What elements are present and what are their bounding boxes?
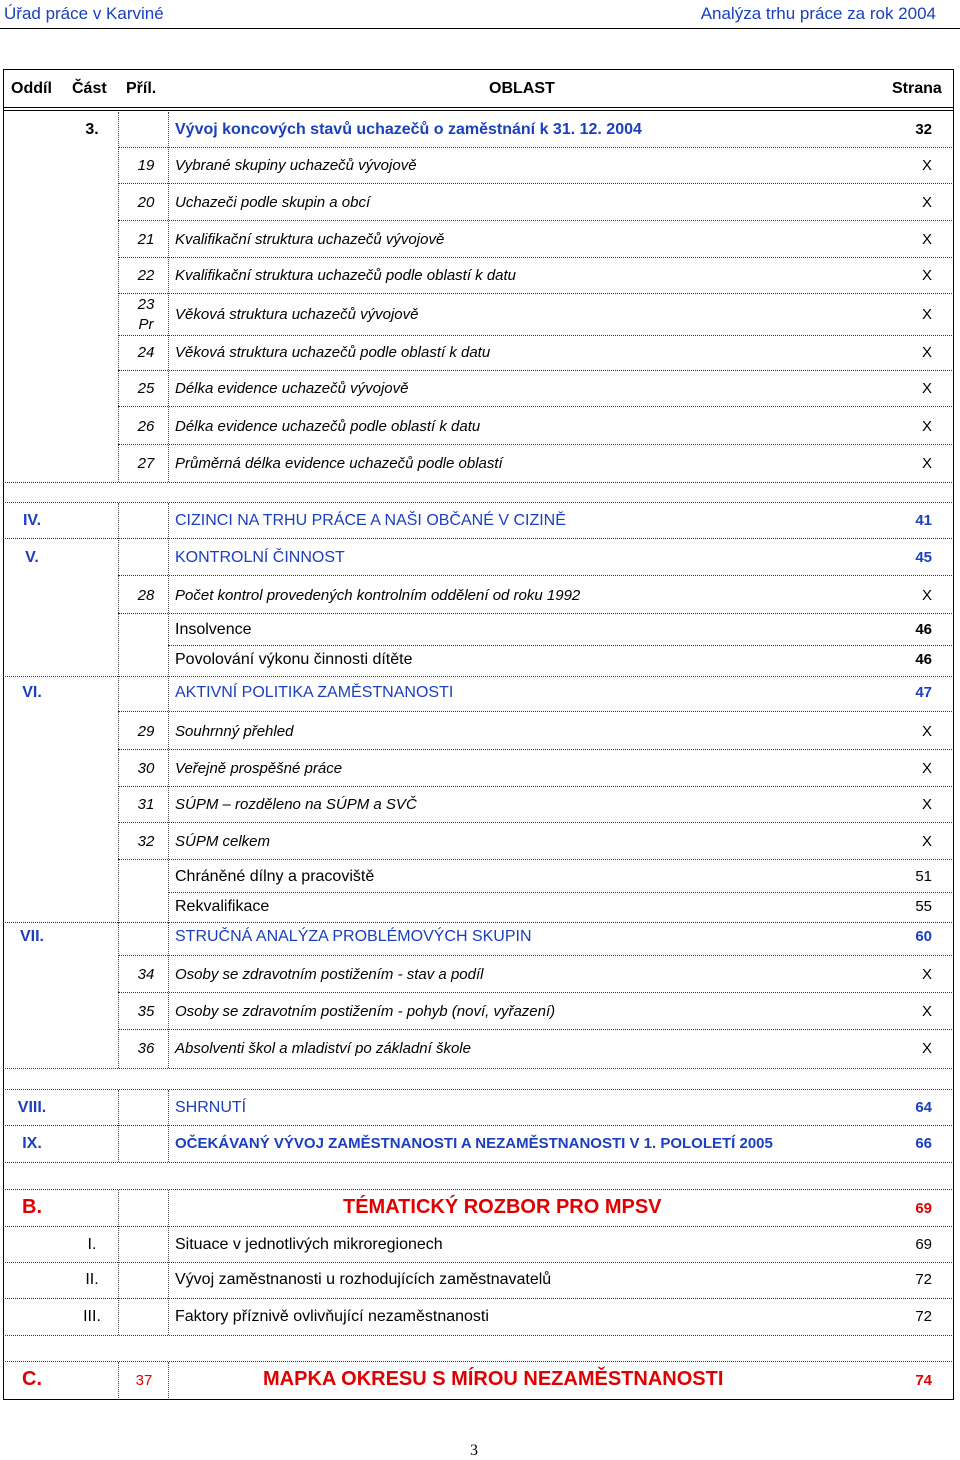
section-title: STRUČNÁ ANALÝZA PROBLÉMOVÝCH SKUPIN xyxy=(175,928,532,945)
toc-title: Situace v jednotlivých mikroregionech xyxy=(175,1236,443,1253)
toc-page: X xyxy=(921,194,932,211)
toc-title: Počet kontrol provedených kontrolním oddělení od roku 1992 xyxy=(175,587,581,604)
toc-page: X xyxy=(921,231,932,248)
toc-title: Délka evidence uchazečů podle oblastí k datu xyxy=(175,418,481,435)
page-number: 3 xyxy=(470,1442,478,1459)
section-title: CIZINCI NA TRHU PRÁCE A NAŠI OBČANÉ V CIZINĚ xyxy=(175,512,566,529)
toc-page: X xyxy=(921,157,932,174)
pril-number: 20 xyxy=(137,194,155,211)
section-number: VI. xyxy=(22,684,42,701)
pril-number: 24 xyxy=(137,344,155,361)
row-separator xyxy=(118,822,954,823)
toc-page: 46 xyxy=(915,621,932,638)
toc-page: 69 xyxy=(915,1200,932,1217)
pril-number: 21 xyxy=(137,231,155,248)
toc-page: 66 xyxy=(915,1135,932,1152)
row-separator xyxy=(3,1089,954,1090)
row-separator xyxy=(118,335,954,336)
col-guide xyxy=(118,1090,119,1162)
row-separator xyxy=(3,922,954,923)
pril-number: 29 xyxy=(137,723,155,740)
toc-title: Vybrané skupiny uchazečů vývojově xyxy=(175,157,417,174)
section-title: OČEKÁVANÝ VÝVOJ ZAMĚSTNANOSTI A NEZAMĚSTNANOSTI V 1. POLOLETÍ 2005 xyxy=(175,1135,773,1152)
part-title: MAPKA OKRESU S MÍROU NEZAMĚSTNANOSTI xyxy=(263,1368,724,1390)
cast-number: III. xyxy=(83,1308,101,1325)
toc-page: X xyxy=(921,760,932,777)
pril-number: 26 xyxy=(137,418,155,435)
toc-title: Chráněné dílny a pracoviště xyxy=(175,868,375,885)
col-strana: Strana xyxy=(892,80,942,97)
toc-page: 55 xyxy=(915,898,932,915)
toc-page: 60 xyxy=(915,928,932,945)
col-guide xyxy=(168,503,169,923)
col-guide xyxy=(168,923,169,1068)
toc-page: 64 xyxy=(915,1099,932,1116)
row-separator xyxy=(118,711,954,712)
pril-number: 32 xyxy=(137,833,155,850)
cast-number: I. xyxy=(87,1236,97,1253)
pril-number: 28 xyxy=(137,587,155,604)
toc-title: Průměrná délka evidence uchazečů podle oblastí xyxy=(175,455,503,472)
row-separator xyxy=(3,676,954,677)
toc-title: Insolvence xyxy=(175,621,252,638)
section-number: VIII. xyxy=(17,1099,47,1116)
header-rule xyxy=(0,28,960,29)
part-letter: B. xyxy=(22,1196,42,1218)
toc-page: X xyxy=(921,344,932,361)
pril-suffix: Pr xyxy=(138,316,154,333)
pril-number: 36 xyxy=(137,1040,155,1057)
pril-number: 30 xyxy=(137,760,155,777)
toc-title: SÚPM celkem xyxy=(175,833,271,850)
toc-page: 47 xyxy=(915,684,932,701)
row-separator xyxy=(118,406,954,407)
section-title: KONTROLNÍ ČINNOST xyxy=(175,549,345,566)
row-separator xyxy=(3,1262,954,1263)
toc-page: X xyxy=(921,966,932,983)
toc-title: Délka evidence uchazečů vývojově xyxy=(175,380,409,397)
toc-page: X xyxy=(921,380,932,397)
row-separator xyxy=(118,786,954,787)
toc-page: 51 xyxy=(915,868,932,885)
toc-title: Povolování výkonu činnosti dítěte xyxy=(175,651,413,668)
col-oddil: Oddíl xyxy=(11,80,52,97)
row-separator xyxy=(118,293,954,294)
toc-title: Uchazeči podle skupin a obcí xyxy=(175,194,371,211)
col-guide xyxy=(168,1362,169,1398)
toc-page: 72 xyxy=(915,1308,932,1325)
col-oblast: OBLAST xyxy=(489,80,555,97)
pril-number: 22 xyxy=(137,267,155,284)
section-number: V. xyxy=(25,549,39,566)
header-row-rule-double xyxy=(3,110,954,111)
col-guide xyxy=(118,503,119,923)
row-separator xyxy=(118,955,954,956)
toc-page: X xyxy=(921,1003,932,1020)
part-letter: C. xyxy=(22,1368,42,1390)
row-separator xyxy=(118,992,954,993)
row-separator xyxy=(118,749,954,750)
toc-page: X xyxy=(921,455,932,472)
toc-page: X xyxy=(921,796,932,813)
toc-title: Faktory příznivě ovlivňující nezaměstnanosti xyxy=(175,1308,489,1325)
row-separator xyxy=(168,645,954,646)
row-separator xyxy=(118,444,954,445)
toc-page: 69 xyxy=(915,1236,932,1253)
row-separator xyxy=(3,1189,954,1190)
toc-title: Vývoj zaměstnanosti u rozhodujících zaměstnavatelů xyxy=(175,1271,552,1288)
row-separator xyxy=(3,1226,954,1227)
toc-page: X xyxy=(921,1040,932,1057)
row-separator xyxy=(3,1298,954,1299)
row-separator xyxy=(118,147,954,148)
row-separator xyxy=(3,1361,954,1362)
toc-page: X xyxy=(921,723,932,740)
section-number: IV. xyxy=(22,512,42,529)
pril-number: 19 xyxy=(137,157,155,174)
part-title: TÉMATICKÝ ROZBOR PRO MPSV xyxy=(343,1196,662,1218)
row-separator xyxy=(3,502,954,503)
col-guide xyxy=(118,923,119,1068)
toc-page: 46 xyxy=(915,651,932,668)
col-guide xyxy=(168,112,169,482)
col-guide xyxy=(168,1090,169,1162)
row-separator xyxy=(3,1162,954,1163)
toc-title: Věková struktura uchazečů podle oblastí k datu xyxy=(175,344,491,361)
col-guide xyxy=(118,1362,119,1398)
col-cast: Část xyxy=(72,80,107,97)
toc-title: Kvalifikační struktura uchazečů vývojově xyxy=(175,231,445,248)
toc-page: 41 xyxy=(915,512,932,529)
cast-number: 3. xyxy=(85,121,99,138)
toc-page: 45 xyxy=(915,549,932,566)
row-separator xyxy=(118,1029,954,1030)
row-separator xyxy=(3,538,954,539)
row-separator xyxy=(118,183,954,184)
toc-title: Rekvalifikace xyxy=(175,898,270,915)
row-separator xyxy=(118,370,954,371)
row-separator xyxy=(3,1125,954,1126)
row-separator xyxy=(118,613,954,614)
toc-page: 32 xyxy=(915,121,932,138)
toc-page: 74 xyxy=(915,1372,932,1389)
toc-page: X xyxy=(921,833,932,850)
toc-title: SÚPM – rozděleno na SÚPM a SVČ xyxy=(175,796,417,813)
header-left: Úřad práce v Karviné xyxy=(4,4,164,23)
toc-title: Absolventi škol a mladiství po základní škole xyxy=(175,1040,471,1057)
header-row-rule xyxy=(3,107,954,108)
pril-number: 31 xyxy=(137,796,155,813)
toc-title: Osoby se zdravotním postižením - pohyb (noví, vyřazení) xyxy=(175,1003,556,1020)
row-separator xyxy=(168,892,954,893)
cast-number: II. xyxy=(85,1271,99,1288)
pril-number: 35 xyxy=(137,1003,155,1020)
toc-title: Věková struktura uchazečů vývojově xyxy=(175,306,419,323)
row-separator xyxy=(3,1068,954,1069)
section-title: SHRNUTÍ xyxy=(175,1099,247,1116)
toc-title: Souhrnný přehled xyxy=(175,723,294,740)
toc-page: 72 xyxy=(915,1271,932,1288)
toc-title: Veřejně prospěšné práce xyxy=(175,760,343,777)
toc-page: X xyxy=(921,267,932,284)
row-separator xyxy=(3,482,954,483)
toc-title: Kvalifikační struktura uchazečů podle oblastí k datu xyxy=(175,267,517,284)
header-right: Analýza trhu práce za rok 2004 xyxy=(700,4,936,23)
pril-number: 27 xyxy=(137,455,155,472)
row-separator xyxy=(118,220,954,221)
row-separator xyxy=(118,257,954,258)
col-pril: Příl. xyxy=(126,80,157,97)
col-guide xyxy=(118,112,119,482)
pril-number: 34 xyxy=(137,966,155,983)
toc-page: X xyxy=(921,418,932,435)
toc-page: X xyxy=(921,587,932,604)
toc-title: Osoby se zdravotním postižením - stav a podíl xyxy=(175,966,484,983)
toc-page: X xyxy=(921,306,932,323)
section-number: VII. xyxy=(19,928,44,945)
row-separator xyxy=(118,859,954,860)
section-number: IX. xyxy=(22,1135,42,1152)
section-title: AKTIVNÍ POLITIKA ZAMĚSTNANOSTI xyxy=(175,684,454,701)
pril-number: 37 xyxy=(135,1372,153,1389)
row-separator xyxy=(118,575,954,576)
pril-number: 25 xyxy=(137,380,155,397)
row-separator xyxy=(3,1335,954,1336)
toc-title: Vývoj koncových stavů uchazečů o zaměstnání k 31. 12. 2004 xyxy=(175,121,642,138)
pril-number: 23 xyxy=(137,296,155,313)
